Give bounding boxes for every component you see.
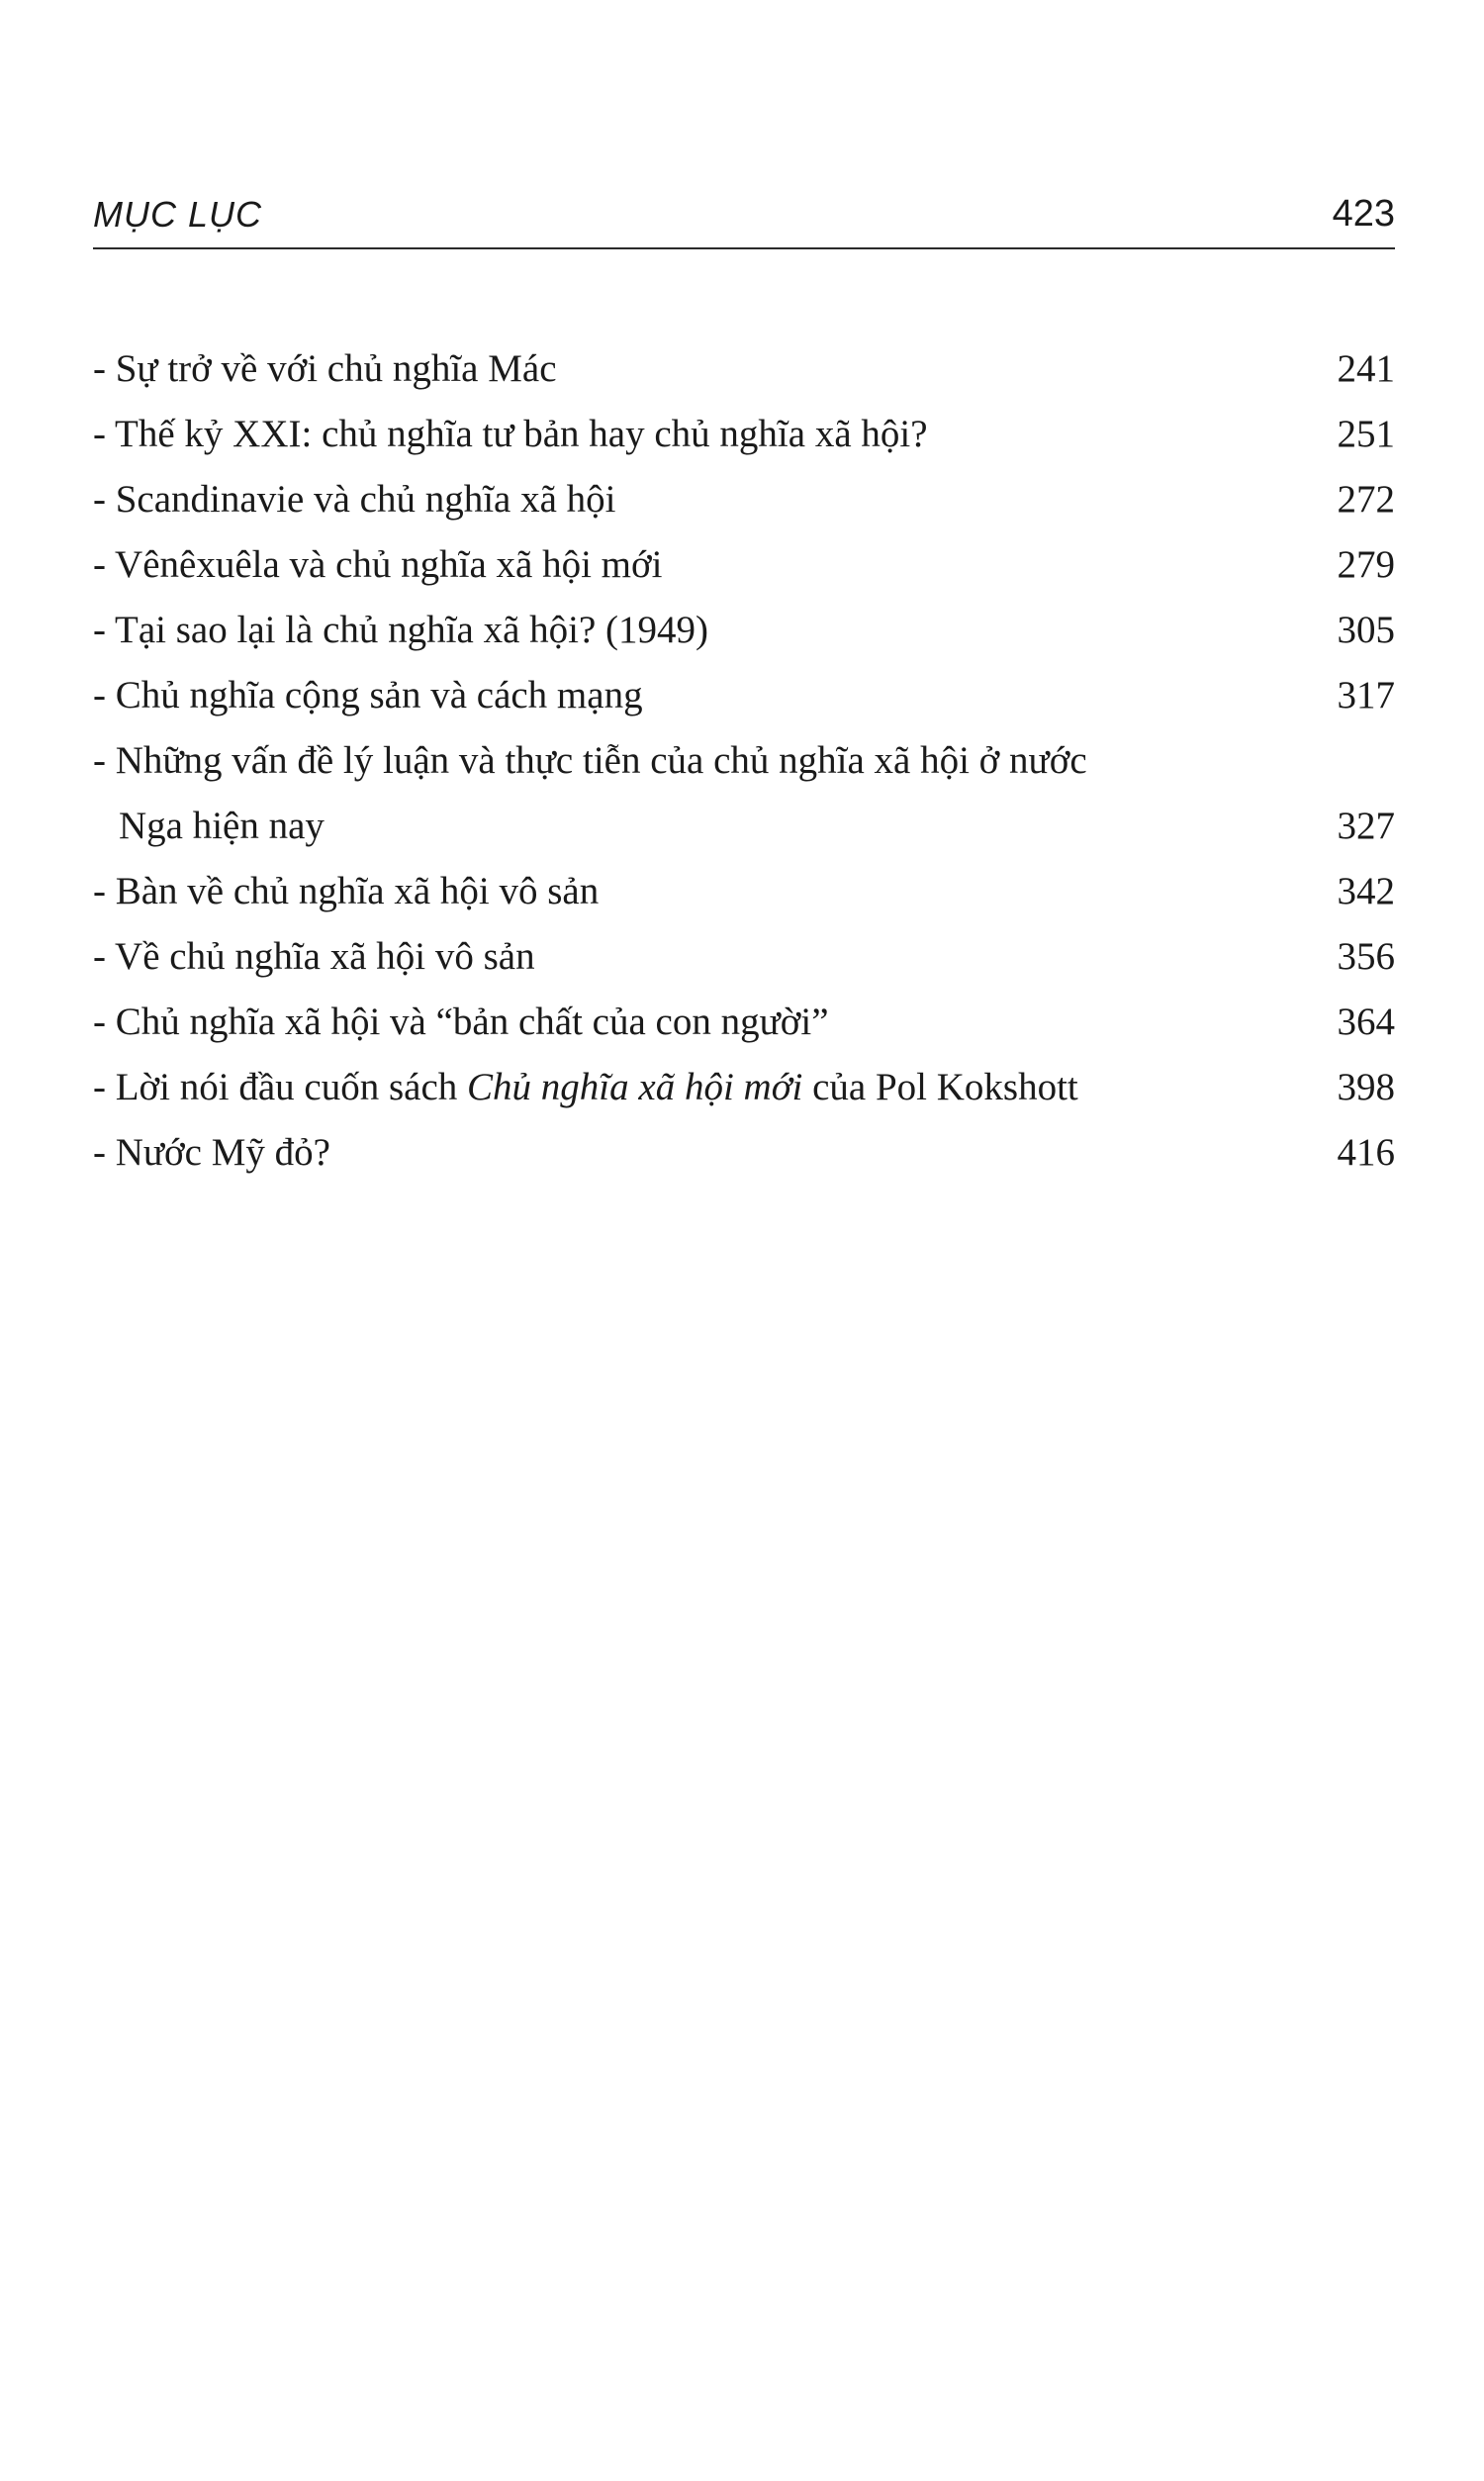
toc-entry-page: 272 xyxy=(1337,478,1395,521)
toc-entry xyxy=(93,924,1395,990)
toc-entry xyxy=(93,663,1395,728)
toc-entry-page: 398 xyxy=(1337,1066,1395,1108)
toc-entry-page: 251 xyxy=(1337,413,1395,455)
book-title: Chủ nghĩa xã hội mới xyxy=(467,1066,803,1108)
toc-entry xyxy=(93,1055,1395,1120)
toc-entry-page: 356 xyxy=(1337,935,1395,978)
toc-entry xyxy=(93,532,1395,598)
toc-entry-title-line2: Nga hiện nay xyxy=(119,805,325,847)
toc-entry-title: - Chủ nghĩa xã hội và “bản chất của con người” xyxy=(93,1001,829,1043)
toc-entry-title: - Thế kỷ XXI: chủ nghĩa tư bản hay chủ nghĩa xã hội? xyxy=(93,413,928,455)
toc-entry xyxy=(93,402,1395,467)
toc-entry-page: 317 xyxy=(1337,674,1395,716)
header-page-number: 423 xyxy=(1332,193,1395,235)
toc-entry-title: - Vênêxuêla và chủ nghĩa xã hội mới xyxy=(93,543,663,586)
toc-entry xyxy=(93,467,1395,532)
toc-entry-title-line1: - Những vấn đề lý luận và thực tiễn của chủ nghĩa xã hội ở nước xyxy=(93,739,1087,782)
toc-entry-title-before: - Lời nói đầu cuốn sách xyxy=(93,1066,468,1108)
toc-entry-title-after: của Pol Kokshott xyxy=(802,1066,1078,1108)
table-of-contents xyxy=(93,336,1395,1186)
toc-entry-title: - Về chủ nghĩa xã hội vô sản xyxy=(93,935,535,978)
toc-entry xyxy=(93,728,1395,859)
toc-entry xyxy=(93,1120,1395,1186)
toc-entry-page: 364 xyxy=(1337,1001,1395,1043)
toc-entry xyxy=(93,336,1395,402)
toc-entry-title: - Sự trở về với chủ nghĩa Mác xyxy=(93,347,557,390)
toc-entry-page: 327 xyxy=(1337,805,1395,847)
toc-entry xyxy=(93,598,1395,663)
toc-entry-page: 342 xyxy=(1337,870,1395,912)
toc-entry-title: - Scandinavie và chủ nghĩa xã hội xyxy=(93,478,616,521)
toc-entry-page: 241 xyxy=(1337,347,1395,390)
toc-entry-page: 305 xyxy=(1337,609,1395,651)
toc-entry-title: - Chủ nghĩa cộng sản và cách mạng xyxy=(93,674,643,716)
toc-entry-title: - Tại sao lại là chủ nghĩa xã hội? (1949) xyxy=(93,609,709,651)
toc-entry-title xyxy=(93,1055,1306,1120)
toc-entry xyxy=(93,859,1395,924)
toc-entry-title xyxy=(93,728,1306,859)
header-title: MỤC LỤC xyxy=(93,194,263,235)
toc-entry-page: 279 xyxy=(1337,543,1395,586)
toc-entry-page: 416 xyxy=(1337,1131,1395,1174)
toc-entry xyxy=(93,990,1395,1055)
toc-entry-title: - Bàn về chủ nghĩa xã hội vô sản xyxy=(93,870,600,912)
toc-entry-title: - Nước Mỹ đỏ? xyxy=(93,1131,330,1174)
page-header xyxy=(93,178,1395,249)
